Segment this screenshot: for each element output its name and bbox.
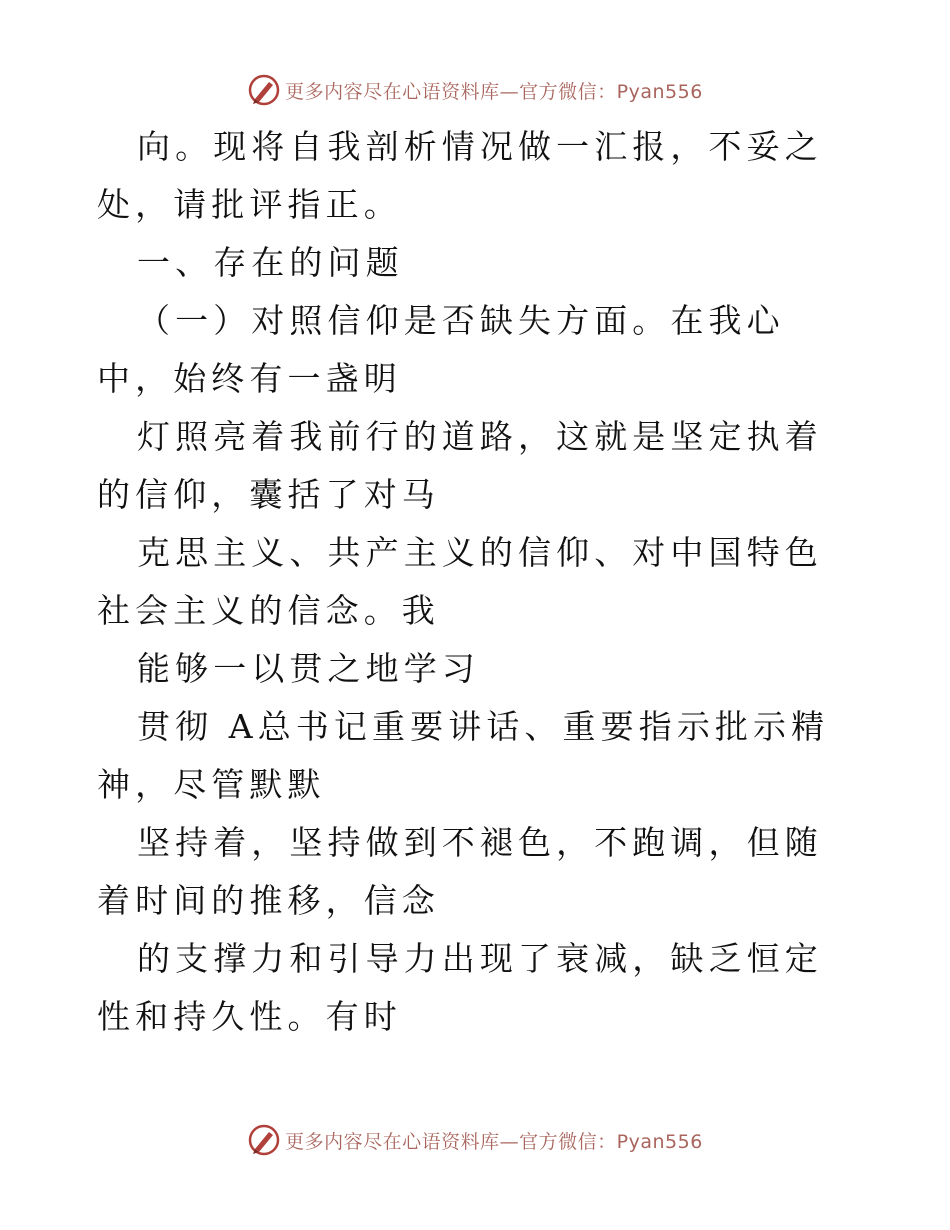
watermark-id: Pyan556 — [616, 1130, 703, 1153]
paragraph: 贯彻 A总书记重要讲话、重要指示批示精神，尽管默默 — [97, 707, 830, 804]
paragraph: 的支撑力和引导力出现了衰减，缺乏恒定性和持久性。有时 — [97, 939, 823, 1036]
footer-watermark — [0, 1120, 950, 1160]
paragraph: 能够一以贯之地学习 — [137, 649, 480, 688]
watermark-label: 更多内容尽在心语资料库—官方微信： — [285, 80, 617, 103]
watermark-id: Pyan556 — [616, 80, 703, 103]
pen-logo-icon — [247, 1123, 281, 1157]
paragraph: 灯照亮着我前行的道路，这就是坚定执着的信仰，囊括了对马 — [97, 417, 823, 514]
document-body — [97, 118, 857, 1046]
watermark-label: 更多内容尽在心语资料库—官方微信： — [285, 1130, 617, 1153]
watermark-text — [285, 1127, 703, 1154]
paragraph: 克思主义、共产主义的信仰、对中国特色社会主义的信念。我 — [97, 533, 823, 630]
paragraph: （一）对照信仰是否缺失方面。在我心中，始终有一盏明 — [97, 301, 785, 398]
pen-logo-icon — [247, 73, 281, 107]
watermark-text — [285, 77, 703, 104]
paragraph: 坚持着，坚持做到不褪色，不跑调，但随着时间的推移，信念 — [97, 823, 823, 920]
paragraph: 向。现将自我剖析情况做一汇报，不妥之处，请批评指正。 — [97, 127, 823, 224]
section-heading: 一、存在的问题 — [137, 243, 404, 282]
header-watermark — [0, 70, 950, 110]
